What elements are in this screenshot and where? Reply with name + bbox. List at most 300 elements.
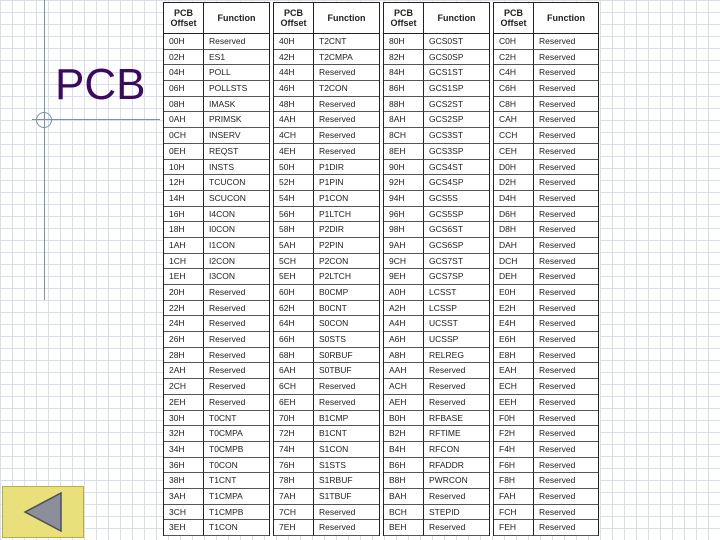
function-cell: PRIMSK (204, 112, 269, 128)
offset-cell: E2H (494, 301, 534, 317)
function-cell: GCS5S (424, 191, 489, 207)
table-row (164, 207, 269, 223)
table-row (494, 160, 598, 176)
function-cell: Reserved (534, 348, 598, 364)
table-row (274, 473, 379, 489)
table-row (164, 426, 269, 442)
function-cell: Reserved (314, 128, 379, 144)
offset-cell: 50H (274, 160, 314, 176)
offset-cell: F6H (494, 458, 534, 474)
function-cell: POLL (204, 65, 269, 81)
left-triangle-icon (3, 487, 83, 537)
offset-cell: 7AH (274, 489, 314, 505)
table-row (164, 112, 269, 128)
function-cell: Reserved (534, 269, 598, 285)
function-cell: Reserved (534, 458, 598, 474)
offset-cell: D8H (494, 222, 534, 238)
table-row (274, 395, 379, 411)
function-cell: GCS7SP (424, 269, 489, 285)
function-cell: B1CMP (314, 411, 379, 427)
offset-cell: 56H (274, 207, 314, 223)
function-cell: Reserved (424, 520, 489, 536)
offset-cell: A4H (384, 316, 424, 332)
table-row (494, 363, 598, 379)
function-cell: T1CNT (204, 473, 269, 489)
table-row (384, 363, 489, 379)
offset-cell: D0H (494, 160, 534, 176)
offset-cell: 4AH (274, 112, 314, 128)
function-cell: UCSST (424, 316, 489, 332)
function-cell: S1TBUF (314, 489, 379, 505)
table-row (164, 520, 269, 536)
offset-cell: 10H (164, 160, 204, 176)
function-cell: Reserved (534, 97, 598, 113)
table-row (494, 222, 598, 238)
offset-cell: 9CH (384, 254, 424, 270)
table-row (274, 363, 379, 379)
offset-cell: 3AH (164, 489, 204, 505)
offset-cell: 48H (274, 97, 314, 113)
table-row (384, 65, 489, 81)
offset-cell: 36H (164, 458, 204, 474)
table-row (384, 112, 489, 128)
header-function: Function (547, 13, 585, 23)
table-row (384, 316, 489, 332)
table-row (164, 489, 269, 505)
function-cell: P1CON (314, 191, 379, 207)
pcb-register-tables (163, 2, 600, 536)
table-row (494, 426, 598, 442)
offset-cell: 0EH (164, 144, 204, 160)
table-row (494, 97, 598, 113)
table-row (274, 112, 379, 128)
table-row (164, 222, 269, 238)
function-cell: Reserved (204, 285, 269, 301)
function-cell: I3CON (204, 269, 269, 285)
function-cell: INSTS (204, 160, 269, 176)
table-row (274, 50, 379, 66)
offset-cell: D6H (494, 207, 534, 223)
offset-cell: 54H (274, 191, 314, 207)
function-cell: Reserved (534, 316, 598, 332)
table-row (494, 207, 598, 223)
function-cell: Reserved (204, 34, 269, 50)
offset-cell: 1AH (164, 238, 204, 254)
offset-cell: F2H (494, 426, 534, 442)
table-row (384, 395, 489, 411)
pcb-table-3 (383, 2, 490, 536)
function-cell: STEPID (424, 505, 489, 521)
function-cell: T2CMPA (314, 50, 379, 66)
offset-cell: 0CH (164, 128, 204, 144)
table-row (274, 160, 379, 176)
offset-cell: 88H (384, 97, 424, 113)
offset-cell: 20H (164, 285, 204, 301)
offset-cell: DEH (494, 269, 534, 285)
table-row (164, 254, 269, 270)
table-row (274, 144, 379, 160)
table-row (494, 50, 598, 66)
function-cell: Reserved (534, 34, 598, 50)
offset-cell: C2H (494, 50, 534, 66)
offset-cell: E4H (494, 316, 534, 332)
offset-cell: 68H (274, 348, 314, 364)
function-cell: Reserved (534, 379, 598, 395)
offset-cell: 64H (274, 316, 314, 332)
function-cell: GCS3ST (424, 128, 489, 144)
table-row (274, 285, 379, 301)
offset-cell: 5AH (274, 238, 314, 254)
table-row (274, 97, 379, 113)
function-cell: Reserved (204, 316, 269, 332)
function-cell: T0CMPB (204, 442, 269, 458)
offset-cell: 7EH (274, 520, 314, 536)
table-header (274, 3, 379, 34)
offset-cell: A8H (384, 348, 424, 364)
table-row (164, 160, 269, 176)
offset-cell: C8H (494, 97, 534, 113)
function-cell: Reserved (534, 144, 598, 160)
table-row (384, 254, 489, 270)
table-row (274, 222, 379, 238)
offset-cell: FEH (494, 520, 534, 536)
offset-cell: 94H (384, 191, 424, 207)
offset-cell: 70H (274, 411, 314, 427)
table-row (384, 207, 489, 223)
function-cell: GCS4SP (424, 175, 489, 191)
function-cell: INSERV (204, 128, 269, 144)
function-cell: Reserved (314, 379, 379, 395)
table-row (274, 34, 379, 50)
offset-cell: F8H (494, 473, 534, 489)
table-row (384, 97, 489, 113)
table-row (274, 458, 379, 474)
offset-cell: 6CH (274, 379, 314, 395)
table-row (274, 254, 379, 270)
offset-cell: BEH (384, 520, 424, 536)
table-row (164, 128, 269, 144)
function-cell: Reserved (314, 112, 379, 128)
offset-cell: 6AH (274, 363, 314, 379)
table-row (384, 128, 489, 144)
table-row (274, 65, 379, 81)
function-cell: Reserved (534, 442, 598, 458)
function-cell: S0STS (314, 332, 379, 348)
table-row (384, 285, 489, 301)
table-row (164, 301, 269, 317)
offset-cell: 9AH (384, 238, 424, 254)
table-row (384, 442, 489, 458)
function-cell: P2CON (314, 254, 379, 270)
offset-cell: 2AH (164, 363, 204, 379)
offset-cell: AEH (384, 395, 424, 411)
offset-cell: 92H (384, 175, 424, 191)
table-row (274, 128, 379, 144)
function-cell: GCS5SP (424, 207, 489, 223)
function-cell: Reserved (424, 379, 489, 395)
function-cell: Reserved (204, 395, 269, 411)
table-row (274, 316, 379, 332)
offset-cell: BAH (384, 489, 424, 505)
offset-cell: B0H (384, 411, 424, 427)
offset-cell: AAH (384, 363, 424, 379)
function-cell: S1STS (314, 458, 379, 474)
offset-cell: 4EH (274, 144, 314, 160)
table-row (384, 175, 489, 191)
function-cell: S0CON (314, 316, 379, 332)
function-cell: Reserved (534, 426, 598, 442)
table-row (384, 411, 489, 427)
offset-cell: 28H (164, 348, 204, 364)
table-row (164, 505, 269, 521)
function-cell: GCS0SP (424, 50, 489, 66)
table-row (384, 426, 489, 442)
table-row (274, 348, 379, 364)
previous-slide-button[interactable] (2, 486, 84, 538)
offset-cell: A0H (384, 285, 424, 301)
offset-cell: 44H (274, 65, 314, 81)
offset-cell: B6H (384, 458, 424, 474)
function-cell: RFADDR (424, 458, 489, 474)
table-row (274, 520, 379, 536)
function-cell: T1CMPB (204, 505, 269, 521)
table-row (274, 81, 379, 97)
function-cell: Reserved (204, 301, 269, 317)
table-row (274, 505, 379, 521)
table-row (274, 332, 379, 348)
function-cell: I0CON (204, 222, 269, 238)
function-cell: P1PIN (314, 175, 379, 191)
function-cell: GCS3SP (424, 144, 489, 160)
offset-cell: 4CH (274, 128, 314, 144)
function-cell: Reserved (534, 128, 598, 144)
table-row (494, 191, 598, 207)
table-row (384, 160, 489, 176)
function-cell: Reserved (534, 175, 598, 191)
table-row (494, 411, 598, 427)
offset-cell: 38H (164, 473, 204, 489)
offset-cell: 32H (164, 426, 204, 442)
function-cell: P2LTCH (314, 269, 379, 285)
offset-cell: D2H (494, 175, 534, 191)
offset-cell: 42H (274, 50, 314, 66)
table-row (494, 144, 598, 160)
table-row (164, 175, 269, 191)
function-cell: Reserved (534, 254, 598, 270)
table-row (274, 489, 379, 505)
function-cell: B0CMP (314, 285, 379, 301)
function-cell: Reserved (534, 285, 598, 301)
table-row (494, 128, 598, 144)
offset-cell: 72H (274, 426, 314, 442)
table-row (384, 473, 489, 489)
function-cell: P2DIR (314, 222, 379, 238)
offset-cell: 24H (164, 316, 204, 332)
table-row (494, 238, 598, 254)
function-cell: S1RBUF (314, 473, 379, 489)
table-row (274, 442, 379, 458)
table-row (274, 191, 379, 207)
function-cell: REQST (204, 144, 269, 160)
table-row (494, 301, 598, 317)
offset-cell: 12H (164, 175, 204, 191)
function-cell: Reserved (534, 191, 598, 207)
offset-cell: CEH (494, 144, 534, 160)
function-cell: Reserved (534, 207, 598, 223)
function-cell: Reserved (534, 395, 598, 411)
function-cell: T1CMPA (204, 489, 269, 505)
table-row (384, 34, 489, 50)
offset-cell: 60H (274, 285, 314, 301)
table-row (494, 254, 598, 270)
table-row (494, 332, 598, 348)
table-row (384, 50, 489, 66)
function-cell: Reserved (314, 144, 379, 160)
table-row (494, 34, 598, 50)
function-cell: Reserved (534, 301, 598, 317)
offset-cell: 3CH (164, 505, 204, 521)
function-cell: Reserved (424, 489, 489, 505)
function-cell: Reserved (534, 505, 598, 521)
offset-cell: ECH (494, 379, 534, 395)
table-row (494, 81, 598, 97)
function-cell: T1CON (204, 520, 269, 536)
offset-cell: F4H (494, 442, 534, 458)
table-row (164, 379, 269, 395)
offset-cell: E6H (494, 332, 534, 348)
offset-cell: E8H (494, 348, 534, 364)
function-cell: GCS7ST (424, 254, 489, 270)
function-cell: LCSST (424, 285, 489, 301)
pcb-table-4 (493, 2, 599, 536)
offset-cell: 5CH (274, 254, 314, 270)
offset-cell: B4H (384, 442, 424, 458)
offset-cell: 0AH (164, 112, 204, 128)
table-row (494, 65, 598, 81)
header-offset: PCB Offset (164, 3, 204, 33)
function-cell: Reserved (424, 363, 489, 379)
table-row (384, 505, 489, 521)
function-cell: Reserved (534, 363, 598, 379)
function-cell: Reserved (534, 65, 598, 81)
offset-cell: 8EH (384, 144, 424, 160)
function-cell: UCSSP (424, 332, 489, 348)
function-cell: Reserved (534, 160, 598, 176)
table-row (494, 473, 598, 489)
offset-cell: 16H (164, 207, 204, 223)
offset-cell: C0H (494, 34, 534, 50)
header-function: Function (217, 13, 256, 23)
table-row (164, 411, 269, 427)
table-row (494, 269, 598, 285)
offset-cell: 2EH (164, 395, 204, 411)
offset-cell: 22H (164, 301, 204, 317)
table-row (384, 269, 489, 285)
function-cell: Reserved (204, 332, 269, 348)
function-cell: LCSSP (424, 301, 489, 317)
offset-cell: CCH (494, 128, 534, 144)
function-cell: RFTIME (424, 426, 489, 442)
table-row (274, 379, 379, 395)
function-cell: POLLSTS (204, 81, 269, 97)
table-row (164, 363, 269, 379)
function-cell: GCS2ST (424, 97, 489, 113)
function-cell: Reserved (534, 520, 598, 536)
table-row (384, 81, 489, 97)
offset-cell: 66H (274, 332, 314, 348)
function-cell: SCUCON (204, 191, 269, 207)
function-cell: ES1 (204, 50, 269, 66)
function-cell: B0CNT (314, 301, 379, 317)
table-row (274, 269, 379, 285)
table-row (384, 301, 489, 317)
table-row (494, 505, 598, 521)
offset-cell: 18H (164, 222, 204, 238)
function-cell: P2PIN (314, 238, 379, 254)
table-row (164, 191, 269, 207)
function-cell: RFCON (424, 442, 489, 458)
offset-cell: D4H (494, 191, 534, 207)
offset-cell: B8H (384, 473, 424, 489)
table-row (494, 489, 598, 505)
offset-cell: 98H (384, 222, 424, 238)
function-cell: GCS2SP (424, 112, 489, 128)
function-cell: Reserved (534, 81, 598, 97)
table-row (494, 112, 598, 128)
offset-cell: DCH (494, 254, 534, 270)
table-row (164, 81, 269, 97)
header-offset: PCB Offset (384, 3, 424, 33)
table-row (384, 238, 489, 254)
offset-cell: C6H (494, 81, 534, 97)
offset-cell: 9EH (384, 269, 424, 285)
function-cell: Reserved (314, 505, 379, 521)
table-header (384, 3, 489, 34)
offset-cell: A2H (384, 301, 424, 317)
offset-cell: E0H (494, 285, 534, 301)
offset-cell: B2H (384, 426, 424, 442)
table-row (274, 238, 379, 254)
table-row (494, 175, 598, 191)
function-cell: Reserved (534, 332, 598, 348)
function-cell: T0CMPA (204, 426, 269, 442)
offset-cell: 46H (274, 81, 314, 97)
function-cell: I1CON (204, 238, 269, 254)
function-cell: Reserved (204, 363, 269, 379)
table-row (494, 285, 598, 301)
function-cell: RELREG (424, 348, 489, 364)
offset-cell: FAH (494, 489, 534, 505)
table-row (384, 379, 489, 395)
offset-cell: BCH (384, 505, 424, 521)
table-row (164, 458, 269, 474)
offset-cell: 96H (384, 207, 424, 223)
function-cell: T0CON (204, 458, 269, 474)
function-cell: Reserved (314, 97, 379, 113)
offset-cell: 7CH (274, 505, 314, 521)
function-cell: Reserved (534, 489, 598, 505)
function-cell: S0RBUF (314, 348, 379, 364)
function-cell: GCS6SP (424, 238, 489, 254)
function-cell: Reserved (314, 65, 379, 81)
function-cell: Reserved (314, 395, 379, 411)
function-cell: GCS4ST (424, 160, 489, 176)
offset-cell: 78H (274, 473, 314, 489)
function-cell: GCS6ST (424, 222, 489, 238)
table-row (164, 97, 269, 113)
function-cell: RFBASE (424, 411, 489, 427)
offset-cell: 08H (164, 97, 204, 113)
